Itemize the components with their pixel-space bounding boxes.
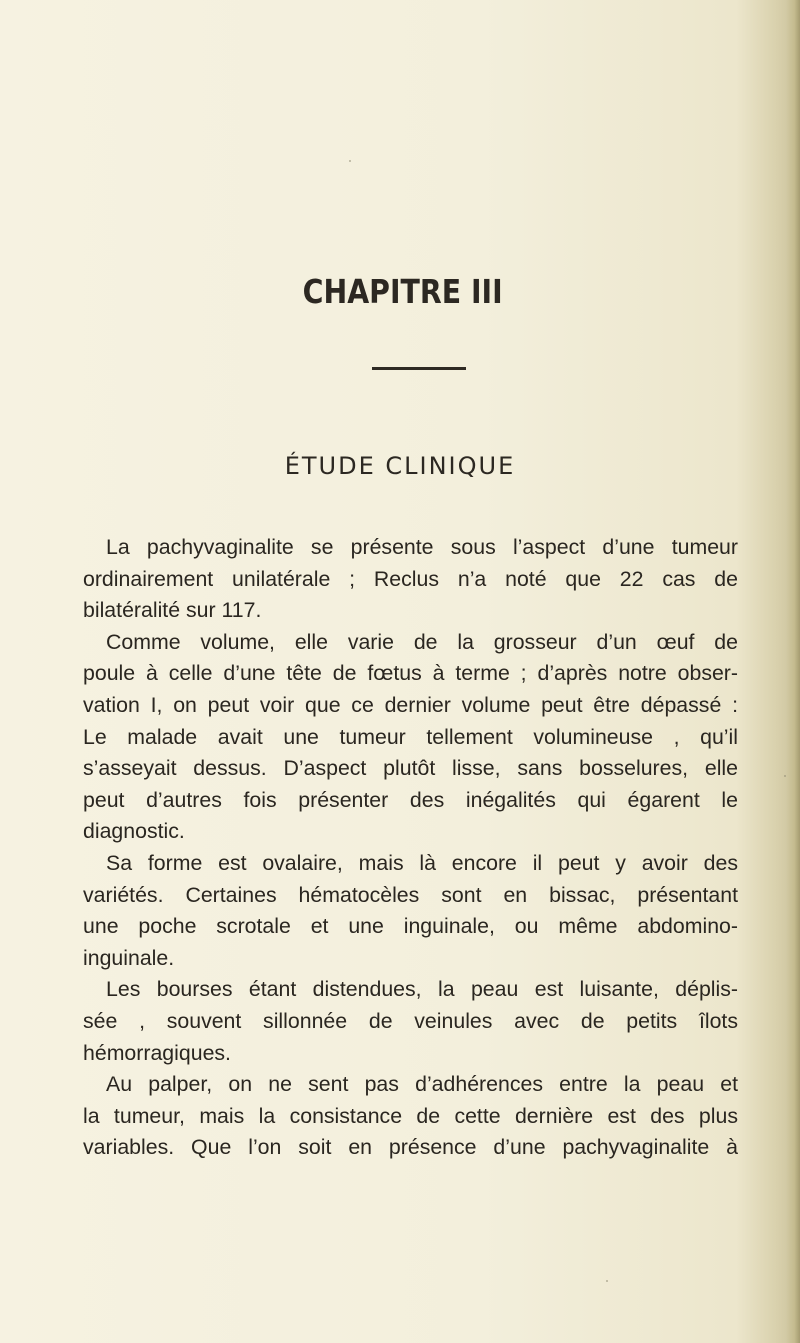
text-line: Au palper, on ne sent pas d’adhérences entre la peau et <box>106 1072 738 1097</box>
text-line: peut d’autres fois présenter des inégalités qui égarent le <box>83 787 738 812</box>
text-line: La pachyvaginalite se présente sous l’aspect d’une tumeur <box>106 535 738 559</box>
text-line: Comme volume, elle varie de la grosseur d’un œuf de <box>106 629 738 654</box>
text-line: vation I, on peut voir que ce dernier volume peut être dépassé : <box>83 693 738 717</box>
text-line: ordinairement unilatérale ; Reclus n’a noté que 22 cas de <box>83 566 738 591</box>
text-line: Le malade avait une tumeur tellement volumineuse , qu’il <box>83 724 738 749</box>
text-line: sée , souvent sillonnée de veinules avec de petits îlots <box>83 1009 738 1033</box>
text-line: une poche scrotale et une inguinale, ou même abdomino- <box>83 914 738 939</box>
text-line: bilatéralité sur 117. <box>83 598 262 623</box>
text-line: Les bourses étant distendues, la peau est luisante, déplis- <box>106 977 738 1002</box>
paper-speck <box>784 775 786 777</box>
text-line: variables. Que l’on soit en présence d’une pachyvaginalite à <box>83 1135 738 1160</box>
text-line: la tumeur, mais la consistance de cette dernière est des plus <box>83 1103 738 1128</box>
text-line: Sa forme est ovalaire, mais là encore il peut y avoir des <box>106 851 738 875</box>
paper-speck <box>606 1280 608 1282</box>
text-line: variétés. Certaines hématocèles sont en bissac, présentant <box>83 882 738 907</box>
section-title: ÉTUDE CLINIQUE <box>284 452 516 480</box>
paper-speck <box>349 160 351 162</box>
heading-divider <box>372 367 466 370</box>
text-line: poule à celle d’une tête de fœtus à terme ; d’après notre obser- <box>83 661 738 686</box>
text-line: hémorragiques. <box>83 1040 231 1065</box>
text-line: inguinale. <box>83 945 175 970</box>
chapter-heading: CHAPITRE III <box>302 272 503 311</box>
text-line: s’asseyait dessus. D’aspect plutôt lisse, sans bosselures, elle <box>83 756 738 781</box>
page-edge-shadow <box>786 0 800 1343</box>
text-line: diagnostic. <box>83 819 185 844</box>
